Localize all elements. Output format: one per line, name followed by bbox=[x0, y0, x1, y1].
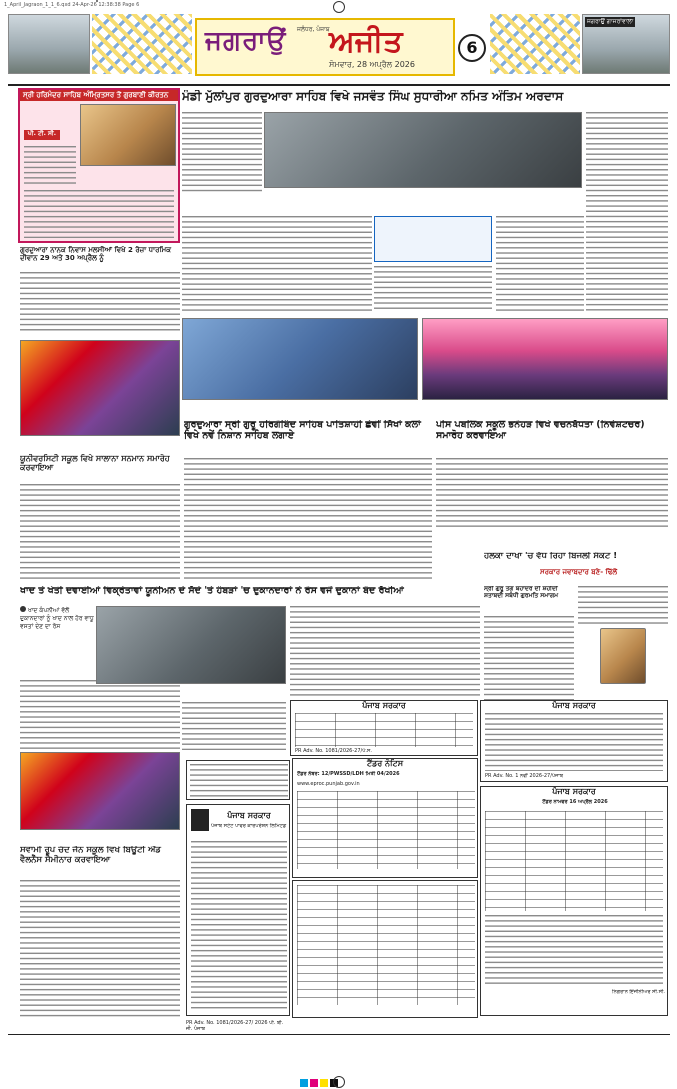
register-yellow bbox=[320, 1079, 328, 1087]
main-article-text-col1 bbox=[182, 112, 262, 192]
main-pull-quote bbox=[374, 216, 492, 262]
union-headline: ਖਾਦ ਤੇ ਖੇਤੀ ਦਵਾਈਆਂ ਵਿਕ੍ਰੇਤਾਵਾਂ ਯੂਨੀਅਨ ਦੇ ਸੱਦੇ 'ਤੇ ਹੰਬੜਾਂ 'ਚ ਦੁਕਾਨਦਾਰਾਂ ਨੇ ਰੋਸ ਵਜੋਂ ਦੁਕਾਨਾਂ ਬੰਦ ਰੱਖੀਆਂ bbox=[20, 586, 404, 596]
tender-ad-4-sub: ਟੈਂਡਰ ਨਾਮਵਰ 16 ਅਪ੍ਰੈਲ 2026 bbox=[542, 799, 608, 805]
masthead-left-pattern bbox=[92, 14, 192, 74]
gurmat-headline: ਸ੍ਰੀ ਗੁਰੂ ਤੇਗ ਬਹਾਦਰ ਦੀ ਸ਼ਹੀਦੀ ਸ਼ਤਾਬਦੀ ਸਬੰਧੀ ਗੁਰਮਤਿ ਸਮਾਗਮ bbox=[484, 586, 559, 599]
bus-photo-caption bbox=[182, 402, 418, 416]
tender-ad-4-table bbox=[485, 811, 663, 911]
school-award-photo bbox=[20, 340, 180, 436]
union-article-text-right bbox=[290, 606, 480, 698]
masthead-right-stamp: ਜਗਰਾਉਂ ਗਾਜਰਾਂਵਾਲਾ bbox=[587, 18, 634, 25]
register-cyan bbox=[300, 1079, 308, 1087]
masthead-right-photo bbox=[582, 14, 670, 74]
bus-group-photo bbox=[182, 318, 418, 400]
beauty-headline: ਸਵਾਮੀ ਰੂਪ ਚੰਦ ਜੈਨ ਸਕੂਲ ਵਿਖੇ ਬਿਊਟੀ ਐਂਡ ਵੈਲਨੈੱਸ ਸੈਮੀਨਾਰ ਕਰਵਾਇਆ bbox=[20, 846, 161, 865]
left-ad-box bbox=[18, 88, 180, 243]
bullet-icon bbox=[20, 606, 26, 612]
register-magenta bbox=[310, 1079, 318, 1087]
electricity-headline: ਹਲਕਾ ਦਾਖਾ 'ਚ ਵੱਧ ਰਿਹਾ ਬਿਜਲੀ ਸੰਕਟ ! bbox=[484, 552, 618, 561]
main-article-text-col3 bbox=[374, 266, 492, 312]
tender-ad-2-title: ਟੈਂਡਰ ਨੋਟਿਸ bbox=[366, 759, 404, 768]
govt-ad-text bbox=[191, 841, 287, 1009]
main-article-text-col2 bbox=[182, 216, 372, 312]
public-school-article-text bbox=[436, 458, 668, 530]
closed-shops-photo bbox=[96, 606, 286, 684]
tender-ad-right-ref: PR Adv. No. 1 ਨਵੀਂ 2026-27/ਪੰਜਾਬ bbox=[485, 773, 563, 779]
left-ad-text bbox=[24, 146, 76, 186]
crop-mark-icon bbox=[333, 1, 345, 13]
beauty-photo-caption bbox=[20, 832, 180, 844]
tender-ad-3-table bbox=[297, 885, 475, 1005]
masthead bbox=[195, 18, 455, 76]
stage-event-photo bbox=[422, 318, 668, 400]
main-photo-caption bbox=[264, 190, 582, 214]
masthead-date: ਸੋਮਵਾਰ, 28 ਅਪ੍ਰੈਲ 2026 bbox=[329, 60, 415, 69]
tender-ad-4-signature: ਨਿਗਰਾਨ ਇੰਜੀਨੀਅਰ ਸੀ.ਸੀ. bbox=[611, 989, 665, 995]
masthead-title-left: ਜਗਰਾਉਂ bbox=[205, 26, 287, 56]
masthead-left-photo bbox=[8, 14, 90, 74]
masthead-title-right: ਅਜੀਤ bbox=[329, 24, 403, 59]
union-article-text-mid bbox=[182, 702, 286, 750]
tender-ad-1 bbox=[290, 700, 478, 756]
tender-ad-1-ref: PR Adv. No. 1081/2026-27/ਪੰ.ਸ. bbox=[295, 748, 372, 754]
left-ad-badge: ਪੀ. ਟੀ. ਸੀ. bbox=[24, 130, 60, 140]
left-ad-details bbox=[24, 190, 174, 238]
tender-ad-1-title: ਪੰਜਾਬ ਸਰਕਾਰ bbox=[362, 701, 406, 710]
beauty-seminar-photo bbox=[20, 752, 180, 830]
footer-ref-left: PR Adv. No. 1081/2026-27/ 2026 ਪੀ. ਬੀ. ਜੀ. ਪੰਜਾਬ bbox=[186, 1020, 284, 1030]
tender-ad-right-text bbox=[485, 713, 663, 771]
small-notice-ad bbox=[186, 760, 290, 800]
main-photo-gathering bbox=[264, 112, 582, 188]
govt-ad-org: ਪੰਜਾਬ ਸਟੇਟ ਪਾਵਰ ਕਾਰਪੋਰੇਸ਼ਨ ਲਿਮਿਟਡ bbox=[211, 823, 287, 829]
tender-ad-2-number: ਟੈਂਡਰ ਨੰਬਰ: 12/PWSSD/LDH ਮਿਤੀ 04/2026 bbox=[297, 771, 400, 777]
gurmat-article-text bbox=[484, 616, 574, 700]
portrait-photo bbox=[600, 628, 646, 684]
govt-ad-left bbox=[186, 804, 290, 1016]
tender-ad-3 bbox=[292, 880, 478, 1018]
left-ad-title: ਸ੍ਰੀ ਹਰਿਮੰਦਰ ਸਾਹਿਬ ਅੰਮ੍ਰਿਤਸਰ ਤੋਂ ਗੁਰਬਾਣੀ ਕੀਰਤਨ bbox=[20, 90, 178, 101]
golden-temple-photo bbox=[80, 104, 176, 166]
gurdwara-headline: ਗੁਰਦੁਆਰਾ ਸ੍ਰੀ ਗੁਰੂ ਹਰਿਗੋਬਿੰਦ ਸਾਹਿਬ ਪਾਤਿਸ਼ਾਹੀ ਛੇਵੀਂ ਸਿੱਖਾਂ ਕਲਾਂ ਵਿਖੇ ਨਵੇਂ ਨਿਸ਼ਾਨ ਸਾਹਿਬ ਲਗਾਏ bbox=[184, 420, 421, 441]
tender-ad-2 bbox=[292, 758, 478, 878]
union-bullet: ਖਾਦ ਕੰਪਨੀਆਂ ਵੱਲੋਂ ਦੁਕਾਨਦਾਰਾਂ ਨੂੰ ਖਾਦ ਨਾਲ ਹੋਰ ਵਾਧੂ ਵਸਤਾਂ ਦੇਣ ਦਾ ਰੋਸ bbox=[20, 607, 94, 630]
main-article-text-right bbox=[586, 112, 668, 312]
public-school-headline: ਪੀਸ ਪਬਲਿਕ ਸਕੂਲ ਭਨੋਹੜ ਵਿਖੇ ਵਚਨਬੱਧਤਾ (ਨਿਵੇਸ਼ਟਚਰ) ਸਮਾਰੋਹ ਕਰਵਾਇਆ bbox=[436, 420, 645, 441]
print-line: 1_April_Jagraon_1_1_6.qxd 24-Apr-26 12:38:38 Page 6 bbox=[4, 2, 140, 8]
masthead-city: ਜਲੰਧਰ, ਪੰਜਾਬ bbox=[297, 26, 330, 33]
masthead-right-pattern bbox=[490, 14, 580, 74]
electricity-subhead: ਸਰਕਾਰ ਜਵਾਬਦਾਰ ਬਣੇ- ਢਿੱਲੋਂ bbox=[540, 568, 618, 576]
left-headline: ਗੁਰਦੁਆਰਾ ਨਾਨਕ ਨਿਵਾਸ ਮਲਸੀਆਂ ਵਿਖੇ 2 ਰੋਜ਼ਾ ਧਾਰਮਿਕ ਦੀਵਾਨ 29 ਅਤੇ 30 ਅਪ੍ਰੈਲ ਨੂੰ bbox=[20, 246, 172, 263]
electricity-article-text bbox=[578, 586, 668, 626]
masthead-rule bbox=[8, 84, 670, 86]
school-photo-caption bbox=[20, 437, 180, 451]
govt-ad-title: ਪੰਜਾਬ ਸਰਕਾਰ bbox=[227, 811, 271, 820]
shops-photo-caption bbox=[96, 686, 286, 700]
main-headline: ਮੰਡੀ ਮੁੱਲਾਂਪੁਰ ਗੁਰਦੁਆਰਾ ਸਾਹਿਬ ਵਿਖੇ ਜਸਵੰਤ ਸਿੰਘ ਸੁਧਾਰੀਆ ਨਮਿਤ ਅੰਤਿਮ ਅਰਦਾਸ bbox=[182, 90, 564, 103]
school-headline: ਯੂਨੀਵਰਸਿਟੀ ਸਕੂਲ ਵਿਖੇ ਸਾਲਾਨਾ ਸਨਮਾਨ ਸਮਾਰੋਹ ਕਰਵਾਇਆ bbox=[20, 454, 170, 473]
tender-ad-2-table bbox=[297, 791, 475, 869]
tender-ad-1-table bbox=[295, 713, 473, 747]
stage-photo-caption bbox=[422, 402, 668, 416]
union-bullet-box bbox=[20, 606, 94, 678]
tender-ad-4-text bbox=[485, 915, 663, 985]
crop-mark-bottom-icon bbox=[333, 1076, 345, 1088]
spacer bbox=[96, 0, 98, 2]
gurdwara-article-text bbox=[184, 458, 432, 580]
left-article-text bbox=[20, 272, 180, 334]
tender-ad-4 bbox=[480, 786, 668, 1016]
school-article-text bbox=[20, 484, 180, 580]
footer-rule bbox=[8, 1034, 670, 1035]
small-notice-text bbox=[190, 764, 288, 798]
tender-ad-2-site: www.eproc.punjab.gov.in bbox=[297, 781, 360, 787]
page-number: 6 bbox=[458, 34, 486, 62]
tender-ad-4-title: ਪੰਜਾਬ ਸਰਕਾਰ bbox=[552, 787, 596, 796]
tender-ad-right-title: ਪੰਜਾਬ ਸਰਕਾਰ bbox=[552, 701, 596, 710]
main-article-text-col4 bbox=[496, 216, 584, 312]
tender-ad-right bbox=[480, 700, 668, 782]
govt-emblem-icon bbox=[191, 809, 209, 831]
beauty-article-text bbox=[20, 880, 180, 1020]
